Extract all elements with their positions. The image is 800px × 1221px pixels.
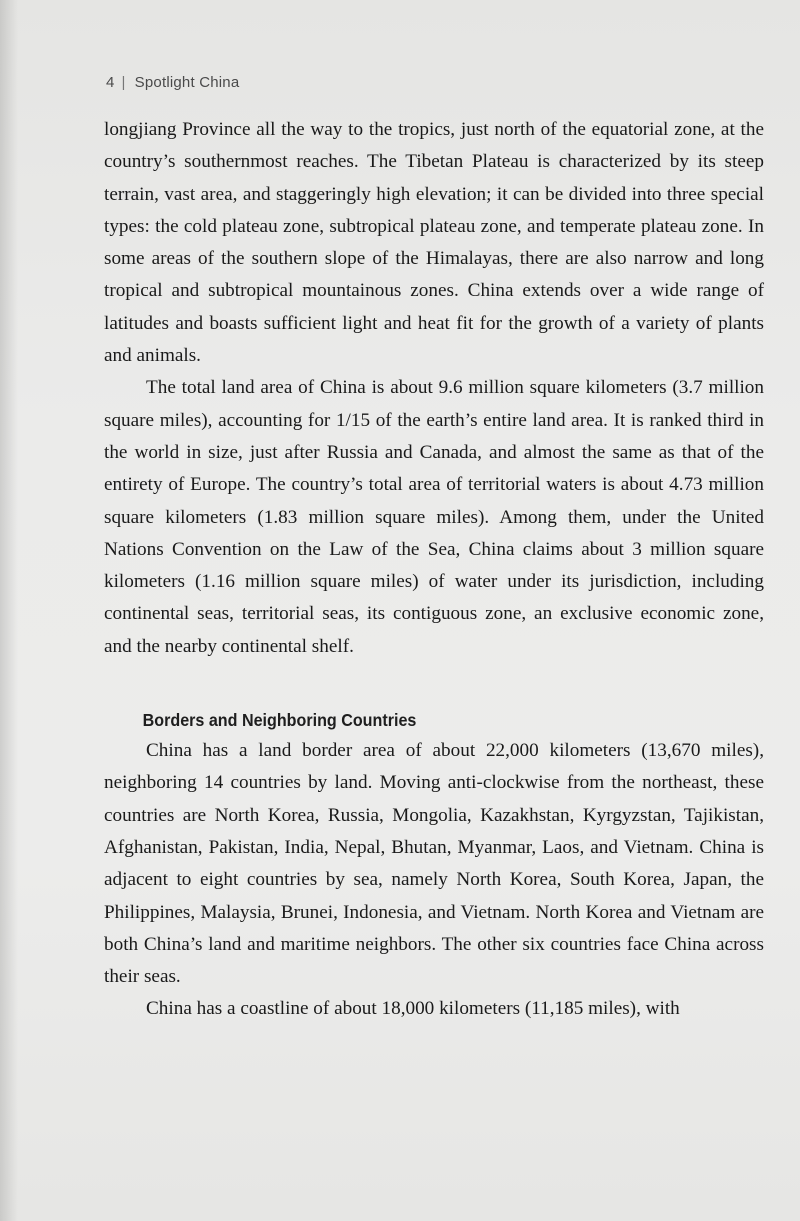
- book-title: Spotlight China: [134, 74, 240, 91]
- paragraph-land-area: The total land area of China is about 9.6 million square kilometers (3.7 million square miles), accounting for 1/15 of the earth’s entire land area. It is ranked third in the world in size, just after Russia and Canada, and almost the same as that of the entirety of Europe. The country’s total area of territorial waters is about 4.73 million square kilometers (1.83 million square miles). Among them, under the United Nations Convention on the Law of the Sea, China claims about 3 million square kilometers (1.16 million square miles) of water under its jurisdiction, including continental seas, territorial seas, its contiguous zone, an exclusive economic zone, and the nearby continental shelf.: [104, 377, 764, 657]
- section-heading: Borders and Neighboring Countries: [142, 710, 417, 731]
- paragraph-coastline: China has a coastline of about 18,000 kilometers (11,185 miles), with: [146, 998, 680, 1020]
- page-body: [104, 114, 764, 1026]
- header-separator: |: [121, 74, 126, 91]
- running-head: [106, 74, 239, 91]
- page-number: 4: [106, 74, 115, 91]
- paragraph-continued: longjiang Province all the way to the tropics, just north of the equatorial zone, at the country’s southernmost reaches. The Tibetan Plateau is characterized by its steep terrain, vast area, and staggeringly high elevation; it can be divided into three special types: the cold plateau zone, subtropical plateau zone, and temperate plateau zone. In some areas of the southern slope of the Himalayas, there are also narrow and long tropical and subtropical mountainous zones. China extends over a wide range of latitudes and boasts sufficient light and heat fit for the growth of a variety of plants and animals.: [104, 119, 764, 367]
- paragraph-borders: China has a land border area of about 22,000 kilometers (13,670 miles), neighboring 14 countries by land. Moving anti-clockwise from the northeast, these countries are North Korea, Russia, Mongolia, Kazakhstan, Kyrgyzstan, Tajikistan, Afghanistan, Pakistan, India, Nepal, Bhutan, Myanmar, Laos, and Vietnam. China is adjacent to eight countries by sea, namely North Korea, South Korea, Japan, the Philippines, Malaysia, Brunei, Indonesia, and Vietnam. North Korea and Vietnam are both China’s land and maritime neighbors. The other six countries face China across their seas.: [104, 740, 764, 988]
